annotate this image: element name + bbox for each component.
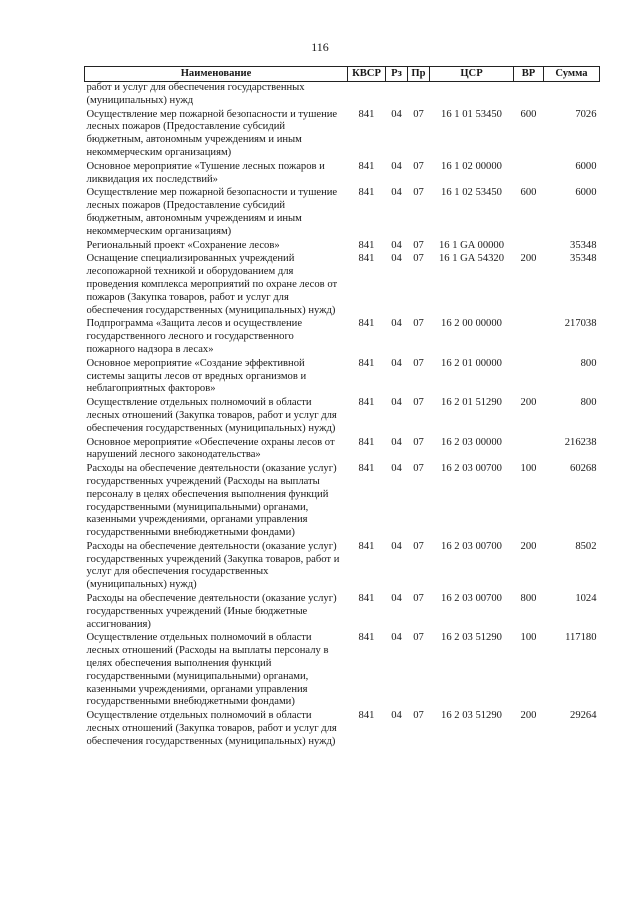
cell-vr: 600 (520, 108, 537, 120)
cell-vr (514, 358, 544, 397)
cell-kvsr: 841 (358, 239, 375, 251)
table-row (85, 397, 600, 436)
cell-csr: 16 1 02 00000 (441, 160, 502, 172)
cell-vr: 200 (520, 540, 537, 552)
cell-name: Осуществление мер пожарной безопасности и тушение лесных пожаров (Предоставление субсидий бюджетным, автономным учреждениям и иным некоммерческим организациям) (86, 187, 338, 237)
table-row (85, 109, 600, 161)
cell-name: Оснащение специализированных учреждений лесопожарной техникой и оборудованием для проведения комплекса мероприятий по охране лесов от пожаров (Закупка товаров, работ и услуг для обеспечения государственных (муниципальных) нужд) (86, 253, 338, 316)
cell-csr: 16 2 03 00000 (441, 436, 502, 448)
cell-sum: 60268 (570, 463, 597, 475)
cell-rz: 04 (391, 632, 402, 644)
cell-csr: 16 1 01 53450 (441, 108, 502, 120)
header-csr: ЦСР (430, 67, 514, 82)
cell-vr: 100 (520, 463, 537, 475)
cell-rz: 04 (391, 253, 402, 265)
cell-rz: 04 (391, 463, 402, 475)
cell-sum: 217038 (564, 318, 597, 330)
cell-sum: 6000 (575, 160, 597, 172)
cell-rz: 04 (391, 436, 402, 448)
table-row (85, 358, 600, 397)
cell-rz: 04 (391, 710, 402, 722)
table-row (85, 82, 600, 109)
cell-pr: 07 (413, 357, 424, 369)
cell-rz: 04 (391, 160, 402, 172)
cell-pr (408, 82, 430, 109)
cell-rz: 04 (391, 397, 402, 409)
cell-pr: 07 (413, 253, 424, 265)
cell-kvsr: 841 (358, 253, 375, 265)
cell-name: Расходы на обеспечение деятельности (оказание услуг) государственных учреждений (Иные бюджетные ассигнования) (86, 593, 337, 630)
cell-name: Расходы на обеспечение деятельности (оказание услуг) государственных учреждений (Закупка товаров, работ и услуг для обеспечения государственных (муниципальных) нужд) (86, 540, 340, 591)
cell-csr: 16 2 03 51290 (441, 710, 502, 722)
header-rz: Рз (386, 67, 408, 82)
cell-vr (514, 437, 544, 464)
cell-kvsr: 841 (358, 593, 375, 605)
page-number: 116 (311, 40, 329, 54)
table-row (85, 318, 600, 357)
cell-csr: 16 2 03 00700 (441, 593, 502, 605)
cell-kvsr: 841 (358, 463, 375, 475)
cell-csr (430, 82, 514, 109)
cell-name: Основное мероприятие «Тушение лесных пожаров и ликвидация их последствий» (86, 160, 325, 185)
cell-csr: 16 1 GA 54320 (438, 253, 505, 265)
cell-pr: 07 (413, 160, 424, 172)
cell-sum (544, 82, 600, 109)
cell-vr: 800 (520, 593, 537, 605)
cell-vr (514, 161, 544, 188)
cell-csr: 16 2 03 51290 (441, 632, 502, 644)
table-row (85, 437, 600, 464)
cell-csr: 16 2 01 00000 (441, 357, 502, 369)
header-sum: Сумма (544, 67, 600, 82)
cell-kvsr: 841 (358, 108, 375, 120)
cell-rz: 04 (391, 239, 402, 251)
header-vr: ВР (514, 67, 544, 82)
table-row (85, 253, 600, 318)
cell-sum: 800 (580, 357, 597, 369)
cell-name: Расходы на обеспечение деятельности (оказание услуг) государственных учреждений (Расходы на выплаты персоналу в целях обеспечения выполнения функций государственными (муниципальными) органами, казенными учреждениями, органами управления государственными внебюджетными фондами) (86, 463, 337, 539)
cell-vr (514, 82, 544, 109)
cell-rz: 04 (391, 187, 402, 199)
cell-pr: 07 (413, 108, 424, 120)
table-row (85, 463, 600, 541)
cell-vr: 100 (520, 632, 537, 644)
cell-pr: 07 (413, 540, 424, 552)
cell-kvsr: 841 (358, 436, 375, 448)
cell-pr: 07 (413, 397, 424, 409)
cell-sum: 7026 (575, 108, 597, 120)
cell-csr: 16 2 00 00000 (441, 318, 502, 330)
table-body (85, 82, 600, 750)
cell-vr: 200 (520, 253, 537, 265)
cell-pr: 07 (413, 632, 424, 644)
cell-csr: 16 1 02 53450 (441, 187, 502, 199)
cell-pr: 07 (413, 436, 424, 448)
cell-pr: 07 (413, 187, 424, 199)
cell-sum: 117180 (565, 632, 597, 644)
cell-rz: 04 (391, 108, 402, 120)
cell-rz: 04 (391, 318, 402, 330)
cell-csr: 16 2 03 00700 (441, 540, 502, 552)
cell-name: Основное мероприятие «Обеспечение охраны лесов от нарушений лесного законодательства» (86, 436, 335, 461)
table-header (85, 67, 600, 82)
cell-name: Осуществление отдельных полномочий в области лесных отношений (Закупка товаров, работ и услуг для обеспечения государственных (муниципальных) нужд) (86, 710, 337, 747)
table-row (85, 161, 600, 188)
cell-name: Региональный проект «Сохранение лесов» (86, 239, 280, 251)
cell-pr: 07 (413, 239, 424, 251)
cell-rz: 04 (391, 357, 402, 369)
cell-sum: 1024 (575, 593, 597, 605)
cell-kvsr: 841 (358, 187, 375, 199)
cell-sum: 6000 (575, 187, 597, 199)
cell-csr: 16 1 GA 00000 (438, 239, 505, 251)
cell-kvsr: 841 (358, 710, 375, 722)
cell-rz: 04 (391, 540, 402, 552)
cell-pr: 07 (413, 710, 424, 722)
cell-csr: 16 2 03 00700 (441, 463, 502, 475)
cell-kvsr: 841 (358, 160, 375, 172)
cell-vr: 200 (520, 710, 537, 722)
cell-kvsr: 841 (358, 632, 375, 644)
cell-vr: 200 (520, 397, 537, 409)
cell-pr: 07 (413, 318, 424, 330)
header-name: Наименование (85, 67, 348, 82)
header-pr: Пр (408, 67, 430, 82)
cell-kvsr: 841 (358, 357, 375, 369)
cell-name: Осуществление отдельных полномочий в области лесных отношений (Расходы на выплаты персоналу в целях обеспечения выполнения функций государственными (муниципальными) органами, казенными учреждениями, органами управления государственными внебюджетными фондами) (86, 632, 329, 708)
cell-pr: 07 (413, 463, 424, 475)
cell-kvsr (348, 82, 386, 109)
cell-sum: 35348 (570, 253, 597, 265)
cell-vr (514, 240, 544, 254)
cell-rz (386, 82, 408, 109)
table-row (85, 240, 600, 254)
table-row (85, 710, 600, 749)
cell-name: Осуществление отдельных полномочий в области лесных отношений (Закупка товаров, работ и услуг для обеспечения государственных (муниципальных) нужд) (86, 397, 337, 434)
cell-sum: 35348 (570, 239, 597, 251)
cell-kvsr: 841 (358, 318, 375, 330)
header-kvsr: КВСР (348, 67, 386, 82)
cell-name: Осуществление мер пожарной безопасности и тушение лесных пожаров (Предоставление субсидий бюджетным, автономным учреждениям и иным некоммерческим организациям) (86, 108, 338, 158)
cell-name: работ и услуг для обеспечения государственных (муниципальных) нужд (86, 82, 305, 106)
cell-pr: 07 (413, 593, 424, 605)
budget-table (84, 66, 600, 750)
cell-vr: 600 (520, 187, 537, 199)
cell-sum: 216238 (564, 436, 597, 448)
cell-name: Подпрограмма «Защита лесов и осуществление государственного лесного и государственного пожарного надзора в лесах» (86, 318, 303, 355)
table-row (85, 632, 600, 710)
table-row (85, 593, 600, 632)
cell-vr (514, 318, 544, 357)
cell-sum: 8502 (575, 540, 597, 552)
cell-sum: 29264 (570, 710, 597, 722)
cell-kvsr: 841 (358, 397, 375, 409)
cell-name: Основное мероприятие «Создание эффективной системы защиты лесов от вредных организмов и неблагоприятных факторов» (86, 357, 307, 395)
table-row (85, 541, 600, 593)
table-row (85, 187, 600, 239)
cell-kvsr: 841 (358, 540, 375, 552)
cell-sum: 800 (580, 397, 597, 409)
cell-rz: 04 (391, 593, 402, 605)
cell-csr: 16 2 01 51290 (441, 397, 502, 409)
